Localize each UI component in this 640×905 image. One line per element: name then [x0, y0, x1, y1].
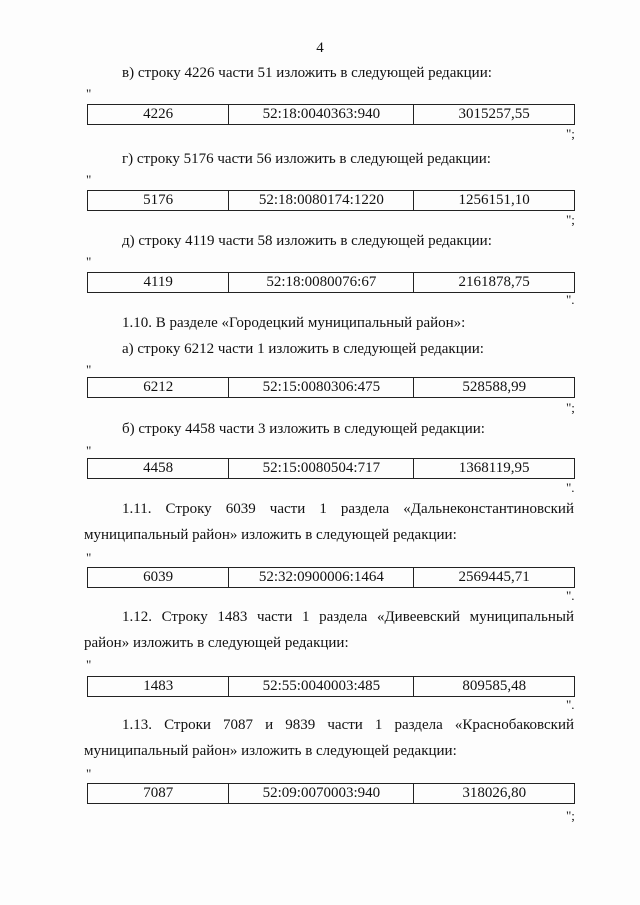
cadastral-number-cell: 52:15:0080306:475: [229, 378, 414, 398]
paragraph-1-13: [84, 716, 574, 760]
paragraph-line: 1.13. Строки 7087 и 9839 части 1 раздела «Краснобаковский: [122, 717, 574, 733]
row-number-cell: 4226: [88, 105, 229, 125]
open-quote: ": [86, 254, 92, 269]
close-quote: ".: [566, 292, 575, 307]
close-quote: ";: [566, 808, 575, 823]
table-row: [88, 459, 575, 479]
table-row: [88, 677, 575, 697]
record-table: [87, 190, 575, 211]
record-table: [87, 783, 575, 804]
open-quote: ": [86, 362, 92, 377]
close-quote: ";: [566, 126, 575, 141]
paragraph-line: 1.11. Строку 6039 части 1 раздела «Дальнеконстантиновский: [122, 501, 574, 517]
open-quote: ": [86, 172, 92, 187]
paragraph-b: б) строку 4458 части 3 изложить в следующей редакции:: [122, 421, 485, 437]
record-table: [87, 676, 575, 697]
page-number: 4: [316, 40, 324, 56]
cadastral-number-cell: 52:18:0080076:67: [229, 273, 414, 293]
close-quote: ".: [566, 588, 575, 603]
table-row: [88, 568, 575, 588]
record-table: [87, 272, 575, 293]
value-cell: 1368119,95: [414, 459, 575, 479]
open-quote: ": [86, 766, 92, 781]
value-cell: 2569445,71: [414, 568, 575, 588]
table-row: [88, 105, 575, 125]
value-cell: 3015257,55: [414, 105, 575, 125]
table-row: [88, 273, 575, 293]
record-table: [87, 567, 575, 588]
open-quote: ": [86, 550, 92, 565]
open-quote: ": [86, 443, 92, 458]
row-number-cell: 4119: [88, 273, 229, 293]
close-quote: ";: [566, 400, 575, 415]
open-quote: ": [86, 657, 92, 672]
paragraph-line: 1.12. Строку 1483 части 1 раздела «Дивеевский муниципальный: [122, 609, 574, 625]
table-row: [88, 378, 575, 398]
cadastral-number-cell: 52:55:0040003:485: [229, 677, 414, 697]
value-cell: 318026,80: [414, 784, 575, 804]
close-quote: ".: [566, 480, 575, 495]
row-number-cell: 7087: [88, 784, 229, 804]
paragraph-line: муниципальный район» изложить в следующей редакции:: [84, 527, 457, 543]
paragraph-1-12: [84, 608, 574, 652]
paragraph-1-10: 1.10. В разделе «Городецкий муниципальный район»:: [122, 315, 466, 331]
paragraph-g: г) строку 5176 части 56 изложить в следующей редакции:: [122, 151, 491, 167]
paragraph-d: д) строку 4119 части 58 изложить в следующей редакции:: [122, 233, 492, 249]
paragraph-line: район» изложить в следующей редакции:: [84, 635, 349, 651]
record-table: [87, 458, 575, 479]
row-number-cell: 1483: [88, 677, 229, 697]
cadastral-number-cell: 52:18:0040363:940: [229, 105, 414, 125]
cadastral-number-cell: 52:32:0900006:1464: [229, 568, 414, 588]
value-cell: 809585,48: [414, 677, 575, 697]
row-number-cell: 6212: [88, 378, 229, 398]
cadastral-number-cell: 52:09:0070003:940: [229, 784, 414, 804]
paragraph-line: муниципальный район» изложить в следующей редакции:: [84, 743, 457, 759]
value-cell: 528588,99: [414, 378, 575, 398]
value-cell: 1256151,10: [414, 191, 575, 211]
table-row: [88, 784, 575, 804]
paragraph-1-11: [84, 500, 574, 544]
row-number-cell: 6039: [88, 568, 229, 588]
close-quote: ";: [566, 212, 575, 227]
cadastral-number-cell: 52:18:0080174:1220: [229, 191, 414, 211]
paragraph-a: а) строку 6212 части 1 изложить в следующей редакции:: [122, 341, 484, 357]
close-quote: ".: [566, 697, 575, 712]
paragraph-v: в) строку 4226 части 51 изложить в следующей редакции:: [122, 65, 492, 81]
value-cell: 2161878,75: [414, 273, 575, 293]
open-quote: ": [86, 86, 92, 101]
row-number-cell: 5176: [88, 191, 229, 211]
row-number-cell: 4458: [88, 459, 229, 479]
record-table: [87, 377, 575, 398]
record-table: [87, 104, 575, 125]
cadastral-number-cell: 52:15:0080504:717: [229, 459, 414, 479]
table-row: [88, 191, 575, 211]
